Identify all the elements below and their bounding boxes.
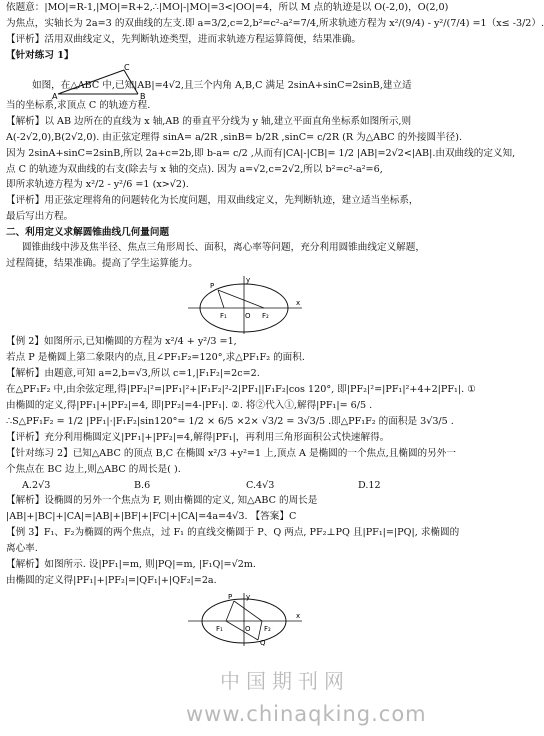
text-line: A(-2√2,0),B(2√2,0). 由正弦定理得 sinA= a/2R ,sinB= b/2R ,sinC= c/2R (R 为△ABC 的外接圆半径). — [6, 131, 463, 143]
text-line: 当的坐标系,求顶点 C 的轨迹方程. — [6, 99, 151, 111]
text-line: 【评析】用正弦定理将角的问题转化为长度问题，用双曲线定义，先判断轨迹，建立适当坐标系， — [6, 195, 419, 207]
answer-options — [6, 480, 482, 493]
focus-f2-label: F₂ — [262, 312, 269, 321]
text-line: 因为 2sinA+sinC=2sinB,所以 2a+c=2b,即 b-a= c/2 ,从而有|CA|-|CB|= 1/2 |AB|=2√2<|AB|.由双曲线的定义知, — [6, 147, 516, 159]
text-line: |AB|+|BC|+|CA|=|AB|+|BF|+|FC|+|CA|=4a=4√3. 【答案】C — [6, 511, 297, 523]
text-line: 离心率. — [6, 543, 38, 555]
text-line: 点 C 的轨迹为双曲线的右支(除去与 x 轴的交点). 因为 a=√2,c=2√2,所以 b²=c²-a²=6, — [6, 163, 383, 175]
origin-label: O — [245, 625, 251, 634]
practice-heading: 【针对练习 1】 — [6, 49, 74, 61]
y-axis-label: y — [246, 276, 251, 285]
watermark-title: 中国期刊网 — [220, 669, 350, 693]
vertex-c-label: C — [124, 62, 130, 72]
text-line: 【解析】由题意,可知 a=2,b=√3,所以 c=1,|F₁F₂|=2c=2. — [6, 367, 260, 379]
text-line: 过程简捷，结果准确。提高了学生运算能力。 — [6, 258, 198, 270]
document-page — [6, 2, 544, 648]
option-a: A.2√3 — [22, 479, 51, 491]
text-line: 在△PF₁F₂ 中,由余弦定理,得|PF₂|²=|PF₁|²+|F₁F₂|²-2|PF₁||F₁F₂|cos 120°, 即|PF₂|²=|PF₁|²+4+2|PF₁|. ① — [6, 383, 476, 395]
x-axis-label: x — [296, 612, 301, 621]
section-heading: 二、利用定义求解圆锥曲线几何量问题 — [6, 227, 170, 239]
focus-f2-label: F₂ — [264, 625, 271, 634]
text-line: 即所求轨迹方程为 x²/2 - y²/6 =1 (x>√2). — [6, 179, 189, 191]
text-line: 【评析】充分利用椭圆定义|PF₁|+|PF₂|=4,解得|PF₁|，再利用三角形面积公式快速解得。 — [6, 431, 390, 443]
ellipse-figure-2 — [6, 591, 482, 647]
point-p-label: P — [228, 593, 233, 602]
option-c: C.4√3 — [246, 479, 275, 491]
text-line: 若点 P 是椭圆上第二象限内的点,且∠PF₁F₂=120°,求△PF₁F₂ 的面积. — [6, 352, 305, 363]
watermark-url: www.chinaqking.com — [186, 702, 427, 726]
text-line: 为焦点，实轴长为 2a=3 的双曲线的左支.即 a=3/2,c=2,b²=c²-a²=7/4,所求轨迹方程为 x²/(9/4) - y²/(7/4) =1（x≤ -3/2）. — [6, 17, 544, 29]
text-line: 【例 3】F₁、F₂为椭圆的两个焦点，过 F₁ 的直线交椭圆于 P、Q 两点, PF₂⊥PQ 且|PF₁|=|PQ|, 求椭圆的 — [6, 527, 460, 539]
text-line: 依题意：|MO|=R-1,|MO|=R+2,∴|MO|-|MO|=3<|OO|=4，所以 M 点的轨迹是以 O(-2,0)，O(2,0) — [6, 2, 449, 13]
text-line: 如图，在△ABC 中,已知|AB|=4√2,且三个内角 A,B,C 满足 2sinA+sinC=2sinB,建立适 — [32, 79, 412, 91]
vertex-a-label: A — [52, 91, 58, 101]
focus-f1-label: F₁ — [220, 312, 227, 321]
text-line: 【解析】设椭圆的另外一个焦点为 F, 则由椭圆的定义, 知△ABC 的周长是 — [6, 495, 318, 507]
origin-label: O — [245, 312, 251, 321]
text-line: 由椭圆的定义,得|PF₁|+|PF₂|=4, 即|PF₂|=4-|PF₁|. ②. 将②代入①,解得|PF₁|= 6/5 . — [6, 399, 373, 411]
text-line: 由椭圆的定义得|PF₁|+|PF₂|=|QF₁|+|QF₂|=2a. — [6, 575, 217, 587]
focus-f1-label: F₁ — [216, 625, 223, 634]
text-line: 【例 2】如图所示,已知椭圆的方程为 x²/4 + y²/3 =1, — [6, 336, 237, 348]
text-line: 【解析】以 AB 边所在的直线为 x 轴,AB 的垂直平分线为 y 轴,建立平面直角坐标系如图所示,则 — [6, 115, 412, 127]
option-d: D.12 — [358, 479, 381, 491]
ellipse-figure-1 — [6, 274, 482, 336]
vertex-b-label: B — [140, 91, 146, 101]
text-line: 个焦点在 BC 边上,则△ABC 的周长是( ). — [6, 463, 181, 475]
x-axis-label: x — [296, 299, 301, 308]
text-line: 圆锥曲线中涉及焦半径、焦点三角形周长、面积，离心率等问题，充分利用圆锥曲线定义解题， — [22, 242, 425, 254]
y-axis-label: y — [246, 593, 251, 602]
text-line: 最后写出方程。 — [6, 211, 74, 223]
practice1-block — [6, 62, 482, 101]
text-line: 【评析】活用双曲线定义，先判断轨迹类型，进而求轨迹方程运算简便，结果准确。 — [6, 33, 361, 45]
text-line: ∴S△PF₁F₂ = 1/2 |PF₁|·|F₁F₂|sin120°= 1/2 × 6/5 ×2× √3/2 = 3√3/5 .即△PF₁F₂ 的面积是 3√3/5 . — [6, 415, 454, 427]
point-q-label: Q — [260, 639, 266, 648]
option-b: B.6 — [134, 479, 151, 491]
point-p-label: P — [210, 282, 215, 291]
text-line: 【针对练习 2】已知△ABC 的顶点 B,C 在椭圆 x²/3 +y²=1 上,顶点 A 是椭圆的一个焦点,且椭圆的另外一 — [6, 447, 456, 459]
text-line: 【解析】如图所示. 设|PF₁|=m, 则|PQ|=m, |F₁Q|=√2m. — [6, 559, 256, 571]
